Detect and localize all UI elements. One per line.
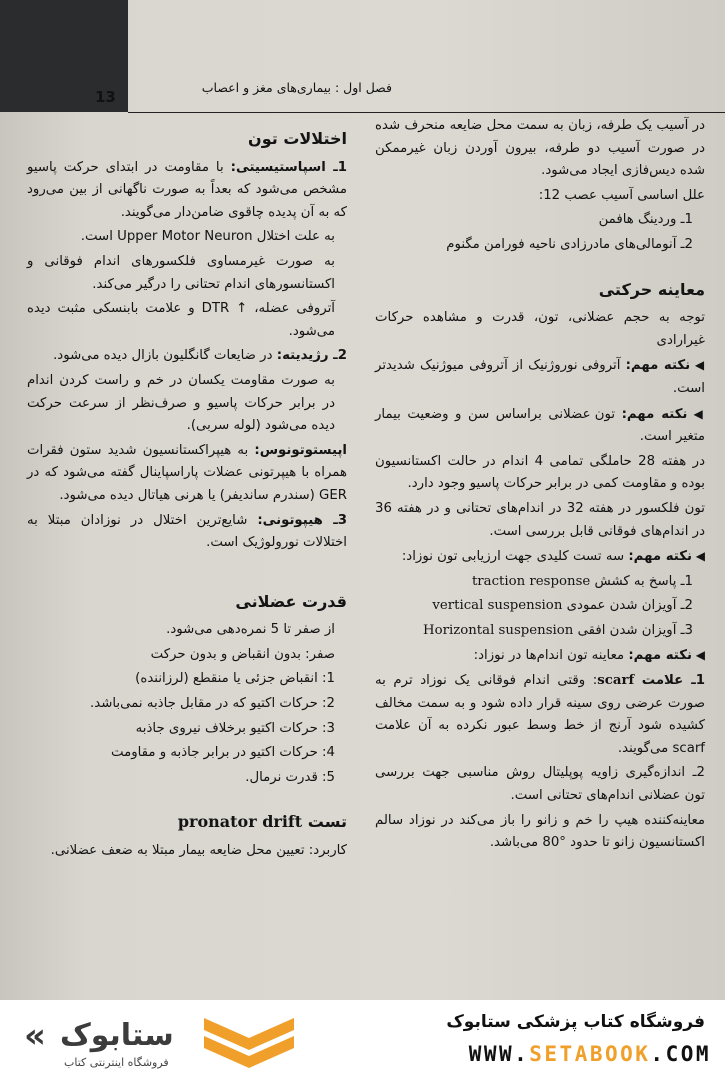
paragraph: تون فلکسور در هفته 32 در اندام‌های تحتانی و در هفته 36 در اندام‌های فوقانی قابل بررسی است.: [375, 500, 705, 539]
paragraph: در هفته 28 حاملگی تمامی 4 اندام در حالت اکستانسیون بوده و مقاومت کمی در برابر حرکات پاسیو وجود دارد.: [375, 453, 706, 492]
paragraph: توجه به حجم عضلانی، تون، قدرت و مشاهده حرکات غیرارادی: [375, 310, 705, 348]
paragraph: علل اساسی آسیب عصب 12:: [538, 187, 705, 203]
note: [375, 354, 705, 400]
list-item: 1: انقباض جزئی یا منقطع (لرزاننده): [135, 671, 335, 687]
paragraph: به صورت مقاومت یکسان در خم و راست کردن اندام در برابر حرکات پاسیو و صرف‌نظر از سرعت حرکت دیده می‌شود (لوله سربی).: [27, 372, 335, 434]
paragraph: کاربرد: تعیین محل ضایعه بیمار مبتلا به ضعف عضلانی.: [50, 843, 347, 859]
paragraph: به صورت غیرمساوی فلکسورهای اندام فوقانی و اکستانسورهای اندام تحتانی را درگیر می‌کند.: [27, 253, 335, 292]
url-suffix: .COM: [650, 1042, 711, 1066]
note-text: معاینه تون اندام‌ها در نوزاد:: [473, 648, 625, 664]
sign-text: : وقتی اندام فوقانی یک نوزاد ترم به صورت عرضی روی سینه قرار داده شود و به سمت مخالف کشیده شود آرنج از خط وسط عبور نکرده به آن علامت scarf می‌گویند.: [375, 673, 705, 756]
paragraph: [27, 440, 347, 508]
note-text: تون عضلانی براساس سن و وضعیت بیمار متغیر است.: [375, 406, 705, 445]
paragraph: در آسیب یک طرفه، زبان به سمت محل ضایعه منحرف شده در صورت آسیب دو طرفه، بیرون آوردن زبان غیرممکن شده دیس‌فازی ایجاد می‌شود.: [375, 118, 705, 179]
url-brand: SETABOOK: [529, 1042, 651, 1066]
note-text: سه تست کلیدی جهت ارزیابی تون نوزاد:: [401, 549, 625, 565]
store-name: فروشگاه کتاب پزشکی ستابوک: [446, 1012, 705, 1032]
note-arrow-icon: ◀: [691, 648, 705, 663]
term-text: با مقاومت در ابتدای حرکت پاسیو مشخص می‌شود که بعداً به صورت ناگهانی از بین می‌رود که به آن پدیده چاقوی ضامن‌دار می‌گویند.: [27, 159, 347, 220]
page-number: 13: [95, 88, 116, 106]
logo-text: ستابوک: [60, 1018, 174, 1053]
term-label: اپیستوتونوس:: [254, 442, 347, 458]
section-title-pronator: [27, 811, 347, 834]
logo-chevron-icon: [194, 1012, 304, 1070]
paragraph: آتروفی عضله، ↑ DTR و علامت بابنسکی مثبت دیده می‌شود.: [27, 301, 335, 339]
running-head: فصل اول : بیماری‌های مغز و اعصاب: [201, 80, 392, 95]
note-arrow-icon: ◀: [691, 549, 705, 564]
list-item: 2ـ آنومالی‌های مادرزادی ناحیه فورامن مگنوم: [446, 236, 693, 252]
term-label: 1ـ اسپاستیسیتی:: [230, 159, 348, 175]
test-name: 2ـ آویزان شدن عمودی: [566, 598, 693, 614]
list-item: 1ـ وردینگ هافمن: [598, 212, 693, 228]
section-title-en: pronator drift: [177, 812, 303, 832]
paragraph: [27, 345, 347, 368]
section-title-tone: اختلالات تون: [248, 129, 347, 148]
note: [375, 545, 705, 569]
note-text: آتروفی نوروژنیک از آتروفی میوژنیک شدیدتر است.: [375, 358, 705, 396]
note-arrow-icon: ◀: [690, 358, 706, 373]
left-column: [27, 122, 347, 865]
term-text: شایع‌ترین اختلال در نوزادان مبتلا به اختلالات نورولوژیک است.: [27, 512, 347, 551]
setabook-logo: [24, 1010, 284, 1072]
note-arrow-icon: ◀: [687, 406, 705, 421]
test-name-en: vertical suspension: [432, 598, 563, 614]
test-name: 1ـ پاسخ به کشش: [594, 573, 693, 589]
store-url[interactable]: [469, 1042, 711, 1066]
note-label: نکته مهم:: [625, 358, 691, 374]
note-label: نکته مهم:: [628, 648, 692, 664]
sign-label-en: scarf: [597, 673, 635, 689]
term-label: 3ـ هیپوتونی:: [257, 512, 348, 528]
list-item: 2: حرکات اکتیو که در مقابل جاذبه نمی‌باشد.: [90, 696, 335, 712]
test-name-en: traction response: [471, 573, 591, 589]
logo-subtitle: فروشگاه اینترنتی کتاب: [64, 1056, 169, 1069]
url-prefix: WWW.: [468, 1042, 530, 1066]
term-text: به هیپراکستانسیون شدید ستون فقرات همراه با هیپرتونی عضلات پاراسپاینال گفته می‌شود که در GER (سندرم ساندیفر) یا هرنی هیاتال دیده می‌شود.: [27, 442, 347, 503]
right-column: [375, 115, 705, 857]
list-item: صفر: بدون انقباض و بدون حرکت: [150, 646, 335, 662]
paragraph: به علت اختلال Upper Motor Neuron است.: [80, 229, 335, 245]
term-text: در ضایعات گانگلیون بازال دیده می‌شود.: [53, 348, 273, 364]
paragraph: 2ـ اندازه‌گیری زاویه پوپلیتال روش مناسبی جهت بررسی تون عضلانی اندام‌های تحتانی است.: [375, 765, 705, 804]
note-label: نکته مهم:: [628, 549, 692, 565]
paragraph: از صفر تا 5 نمره‌دهی می‌شود.: [166, 622, 335, 638]
paragraph: [27, 510, 347, 555]
store-banner: [0, 1000, 725, 1080]
logo-bracket-icon: «: [24, 1016, 46, 1056]
list-item: [375, 571, 705, 594]
sign-label: 1ـ علامت: [641, 673, 706, 689]
list-item: 4: حرکات اکتیو در برابر جاذبه و مقاومت: [111, 745, 335, 761]
note: [375, 403, 705, 449]
term-label: 2ـ رژیدیته:: [276, 348, 347, 364]
section-title-strength: قدرت عضلانی: [235, 591, 347, 611]
list-item: 3: حرکات اکتیو برخلاف نیروی جاذبه: [135, 720, 335, 736]
list-item: [375, 595, 705, 618]
section-title-fa: تست: [307, 812, 347, 832]
section-title-motor: معاینه حرکتی: [598, 279, 705, 299]
paragraph: معاینه‌کننده هیپ را خم و زانو را باز می‌کند در نوزاد سالم اکستانسیون زانو تا حدود °80 می‌باشد.: [375, 812, 705, 851]
list-item: 5: قدرت نرمال.: [245, 769, 335, 785]
note: [375, 644, 705, 668]
test-name-en: Horizontal suspension: [423, 622, 574, 638]
paragraph: [27, 157, 347, 225]
paragraph: [375, 670, 705, 760]
test-name: 3ـ آویزان شدن افقی: [577, 622, 693, 638]
note-label: نکته مهم:: [621, 406, 688, 422]
list-item: [375, 620, 705, 643]
